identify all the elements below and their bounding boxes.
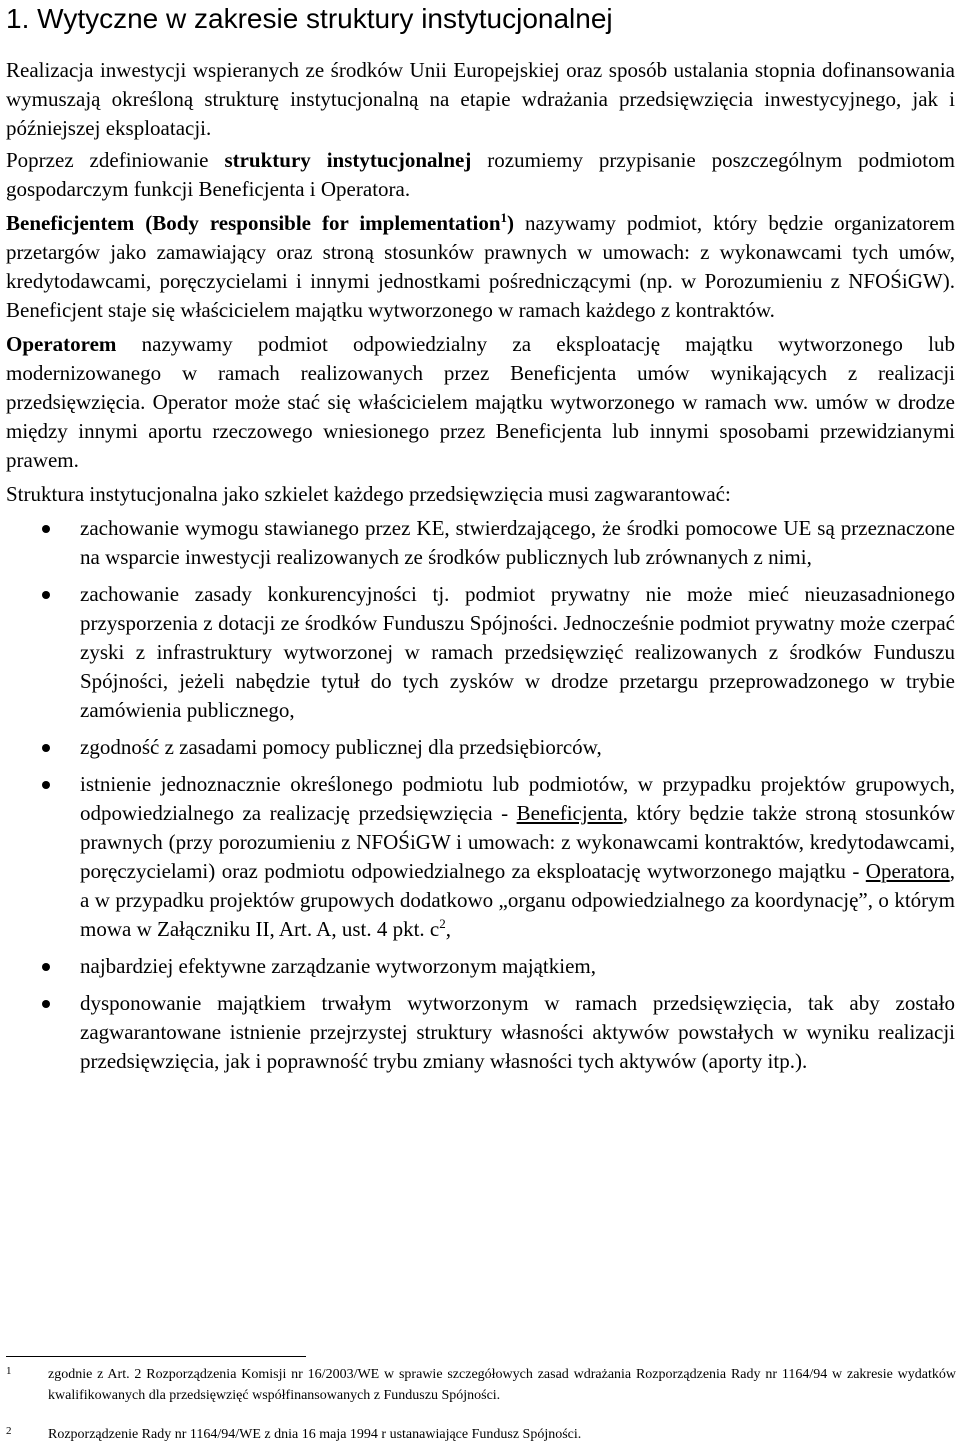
- text-run: , który będzie także stroną stosunków prawnych (przy porozumieniu z NFOŚiGW i umowach: z wykonawcami kontraktów, kredytodawcami, poręczycielami) oraz podmiotu odpowiedzialnego za eksploatację wytworzonego majątku -: [80, 801, 956, 883]
- bold-term-operator: Operatorem: [6, 332, 117, 356]
- footnotes: [6, 1364, 956, 1445]
- bold-term-structure: struktury instytucjonalnej: [224, 148, 472, 172]
- footnote-ref-1[interactable]: 1: [500, 210, 507, 225]
- list-item-text: zachowanie wymogu stawianego przez KE, stwierdzającego, że środki pomocowe UE są przeznaczone na wsparcie inwestycji realizowanych ze środków publicznych lub zrównanych z nimi,: [80, 516, 955, 569]
- paragraph-list-intro: Struktura instytucjonalna jako szkielet każdego przedsięwzięcia musi zagwarantować:: [6, 482, 731, 506]
- footnote-1: [6, 1364, 956, 1406]
- text-run: rozumiemy przypisanie poszczególnym podmiotom gospodarczym funkcji Beneficjenta i Operatora.: [6, 148, 955, 201]
- list-item: [6, 514, 955, 572]
- list-item: [6, 989, 955, 1076]
- bullet-icon: [42, 744, 50, 752]
- paragraph-beneficiary-definition: [6, 209, 955, 325]
- requirements-list: [6, 514, 955, 1076]
- footnote-separator: [6, 1356, 306, 1357]
- text-run: ): [507, 211, 514, 235]
- footnote-text: zgodnie z Art. 2 Rozporządzenia Komisji nr 16/2003/WE w sprawie szczegółowych zasad wdrażania Rozporządzenia Rady nr 1164/94 w zakresie wydatków kwalifikowanych dla przedsięwzięć współfinansowanych z Funduszu Spójności.: [48, 1367, 956, 1403]
- bullet-icon: [42, 525, 50, 533]
- underlined-term-beneficiary: Beneficjenta: [516, 801, 623, 825]
- list-item-text: najbardziej efektywne zarządzanie wytworzonym majątkiem,: [80, 954, 597, 978]
- text-run: nazywamy podmiot odpowiedzialny za eksploatację majątku wytworzonego lub modernizowanego w ramach realizowanych przez Beneficjenta umów wynikających z realizacji przedsięwzięcia. Operator może stać się właścicielem majątku wytworzonego w ramach ww. umów w drodze między innymi aportu rzeczowego wniesionego przez Beneficjenta lub innymi sposobami przewidzianymi prawem.: [6, 332, 955, 472]
- text-run: nazywamy podmiot, który będzie organizatorem przetargów jako zamawiający oraz stroną stosunków prawnych w umowach: z wykonawcami tych umów, kredytodawcami, poręczycielami i innymi jednostkami pośredniczącymi (np. w Porozumieniu z NFOŚiGW). Beneficjent staje się właścicielem majątku wytworzonego w ramach każdego z kontraktów.: [6, 211, 955, 322]
- list-item: [6, 770, 955, 944]
- list-item-text: dysponowanie majątkiem trwałym wytworzonym w ramach przedsięwzięcia, tak aby zostało zagwarantowane istnienie przejrzystej struktury własności aktywów powstałych w wyniku realizacji przedsięwzięcia, jak i poprawność trybu zmiany własności tych aktywów (aporty itp.).: [80, 991, 955, 1073]
- text-run: istnienie jednoznacznie określonego podmiotu lub podmiotów, w przypadku projektów grupowych, odpowiedzialnego za realizację przedsięwzięcia -: [80, 772, 955, 825]
- bullet-icon: [42, 781, 50, 789]
- bullet-icon: [42, 1000, 50, 1008]
- text-run: Poprzez zdefiniowanie: [6, 148, 225, 172]
- footnote-number: 2: [6, 1425, 12, 1437]
- list-item: [6, 580, 955, 725]
- bold-term-beneficiary: [6, 211, 514, 235]
- bullet-icon: [42, 963, 50, 971]
- list-item-text: zachowanie zasady konkurencyjności tj. podmiot prywatny nie może mieć nieuzasadnionego przysporzenia z dotacji ze środków Funduszu Spójności. Jednocześnie podmiot prywatny może czerpać zyski z infrastruktury wytworzonej w ramach przedsięwzięć realizowanych z środków Funduszu Spójności, jeżeli nabędzie tytuł do tych zysków w drodze przetargu przeprowadzonego w trybie zamówienia publicznego,: [80, 582, 955, 722]
- list-item: [6, 952, 955, 981]
- list-item: [6, 733, 955, 762]
- section-heading: 1. Wytyczne w zakresie struktury instytucjonalnej: [6, 3, 613, 34]
- paragraph-operator-definition: [6, 330, 955, 475]
- footnote-text: Rozporządzenie Rady nr 1164/94/WE z dnia 16 maja 1994 r ustanawiające Fundusz Spójności.: [48, 1427, 582, 1442]
- underlined-term-operator: Operatora: [865, 859, 950, 883]
- paragraph-structure-definition: [6, 146, 955, 204]
- footnote-ref-2[interactable]: 2: [439, 916, 446, 931]
- bullet-icon: [42, 591, 50, 599]
- text-run: , a w przypadku projektów grupowych dodatkowo „organu odpowiedzialnego za koordynację”, o którym mowa w Załączniku II, Art. A, ust. 4 pkt. c: [80, 859, 955, 941]
- text-run: ,: [445, 917, 452, 941]
- footnote-number: 1: [6, 1365, 12, 1377]
- document-page: [6, 0, 955, 1084]
- paragraph-intro: Realizacja inwestycji wspieranych ze środków Unii Europejskiej oraz sposób ustalania stopnia dofinansowania wymuszają określoną strukturę instytucjonalną na etapie wdrażania przedsięwzięcia inwestycyjnego, jak i późniejszej eksploatacji.: [6, 58, 955, 140]
- list-item-text: zgodność z zasadami pomocy publicznej dla przedsiębiorców,: [80, 735, 602, 759]
- footnote-2: [6, 1424, 956, 1445]
- text-run: Beneficjentem (Body responsible for implementation: [6, 211, 501, 235]
